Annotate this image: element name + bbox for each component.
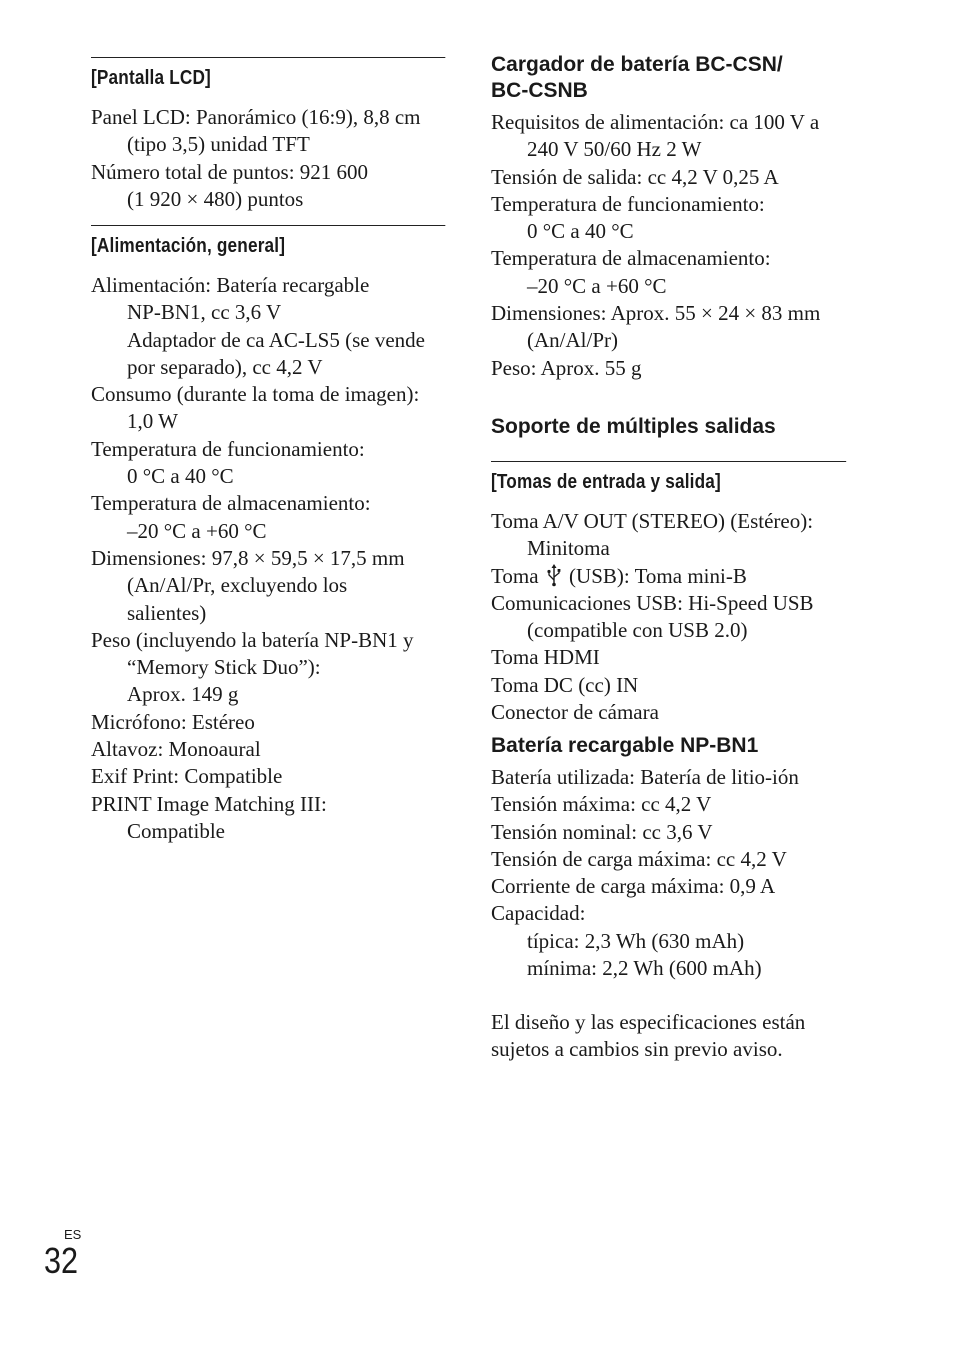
spec-line: por separado), cc 4,2 V (127, 354, 323, 379)
section-heading-battery: Batería recargable NP-BN1 (491, 734, 759, 757)
section-heading-lcd: [Pantalla LCD] (91, 57, 445, 98)
spec-line: Batería utilizada: Batería de litio-ión (491, 765, 799, 789)
spec-line: Micrófono: Estéreo (91, 709, 255, 734)
spec-line: Temperatura de funcionamiento: (491, 191, 765, 216)
language-tag: ES (64, 1227, 82, 1242)
spec-line: Minitoma (527, 536, 610, 561)
spec-line: típica: 2,3 Wh (630 mAh) (527, 928, 745, 953)
spec-line: Corriente de carga máxima: 0,9 A (491, 874, 776, 899)
section-multi-output (491, 414, 847, 440)
spec-line: (compatible con USB 2.0) (527, 618, 748, 643)
section-heading-multi-output: Soporte de múltiples salidas (491, 415, 776, 438)
spec-line: PRINT Image Matching III: (91, 791, 327, 816)
spec-line: salientes) (127, 600, 207, 625)
spec-line: Tensión nominal: cc 3,6 V (491, 819, 713, 844)
spec-line: Altavoz: Monoaural (91, 737, 261, 762)
spec-line: (An/Al/Pr) (527, 328, 618, 353)
section-battery (491, 733, 847, 982)
spec-line: Alimentación: Batería recargable (91, 273, 370, 297)
spec-line: 240 V 50/60 Hz 2 W (527, 137, 702, 162)
spec-line: Conector de cámara (491, 700, 659, 725)
spec-line: mínima: 2,2 Wh (600 mAh) (527, 956, 762, 981)
note-line: El diseño y las especificaciones están (491, 1010, 806, 1034)
spec-line: Temperatura de almacenamiento: (491, 246, 771, 271)
section-heading-jacks: [Tomas de entrada y salida] (491, 461, 846, 502)
spec-line: –20 °C a +60 °C (527, 273, 667, 298)
section-heading-power: [Alimentación, general] (91, 225, 445, 266)
spec-line: Temperatura de almacenamiento: (91, 491, 371, 516)
usb-jack-suffix: (USB): Toma mini-B (569, 563, 747, 588)
spec-line: Dimensiones: 97,8 × 59,5 × 17,5 mm (91, 545, 405, 570)
spec-line: Capacidad: (491, 901, 586, 926)
spec-line: “Memory Stick Duo”): (127, 655, 321, 680)
disclaimer-note (491, 1009, 847, 1064)
spec-line: Panel LCD: Panorámico (16:9), 8,8 cm (91, 105, 421, 129)
spec-line: NP-BN1, cc 3,6 V (127, 300, 282, 325)
section-heading-charger-cont: BC-CSNB (491, 79, 588, 102)
spec-line: (1 920 × 480) puntos (127, 186, 304, 211)
spec-line: Adaptador de ca AC-LS5 (se vende (127, 327, 425, 352)
spec-line: Peso (incluyendo la batería NP-BN1 y (91, 627, 414, 652)
section-lcd (91, 57, 446, 213)
spec-line: Temperatura de funcionamiento: (91, 436, 365, 461)
spec-line: 0 °C a 40 °C (527, 219, 634, 244)
section-charger (491, 52, 847, 382)
usb-jack-line (491, 563, 847, 590)
spec-line: 1,0 W (127, 409, 178, 434)
note-line: sujetos a cambios sin previo aviso. (491, 1037, 783, 1062)
spec-line: Peso: Aprox. 55 g (491, 355, 642, 380)
spec-line: (tipo 3,5) unidad TFT (127, 132, 310, 157)
spec-line: Toma A/V OUT (STEREO) (Estéreo): (491, 509, 814, 533)
spec-line: Toma DC (cc) IN (491, 672, 639, 697)
spec-line: –20 °C a +60 °C (127, 518, 267, 543)
spec-line: Comunicaciones USB: Hi-Speed USB (491, 590, 814, 615)
spec-line: Tensión máxima: cc 4,2 V (491, 792, 712, 817)
section-power (91, 225, 446, 845)
usb-jack-prefix: Toma (491, 563, 539, 588)
spec-line: Requisitos de alimentación: ca 100 V a (491, 110, 820, 134)
spec-line: Número total de puntos: 921 600 (91, 159, 369, 184)
section-jacks (491, 461, 847, 726)
usb-icon (546, 563, 562, 587)
spec-line: 0 °C a 40 °C (127, 464, 234, 489)
spec-line: Dimensiones: Aprox. 55 × 24 × 83 mm (491, 301, 821, 326)
spec-line: Exif Print: Compatible (91, 764, 283, 789)
spec-line: (An/Al/Pr, excluyendo los (127, 573, 348, 598)
spec-line: Consumo (durante la toma de imagen): (91, 382, 420, 407)
spec-line: Tensión de salida: cc 4,2 V 0,25 A (491, 164, 779, 189)
spec-line: Compatible (127, 818, 225, 843)
spec-line: Aprox. 149 g (127, 682, 239, 707)
spec-line: Toma HDMI (491, 645, 600, 670)
page-number: 32 (44, 1240, 79, 1281)
spec-line: Tensión de carga máxima: cc 4,2 V (491, 846, 787, 871)
section-heading-charger: Cargador de batería BC-CSN/ (491, 53, 783, 76)
